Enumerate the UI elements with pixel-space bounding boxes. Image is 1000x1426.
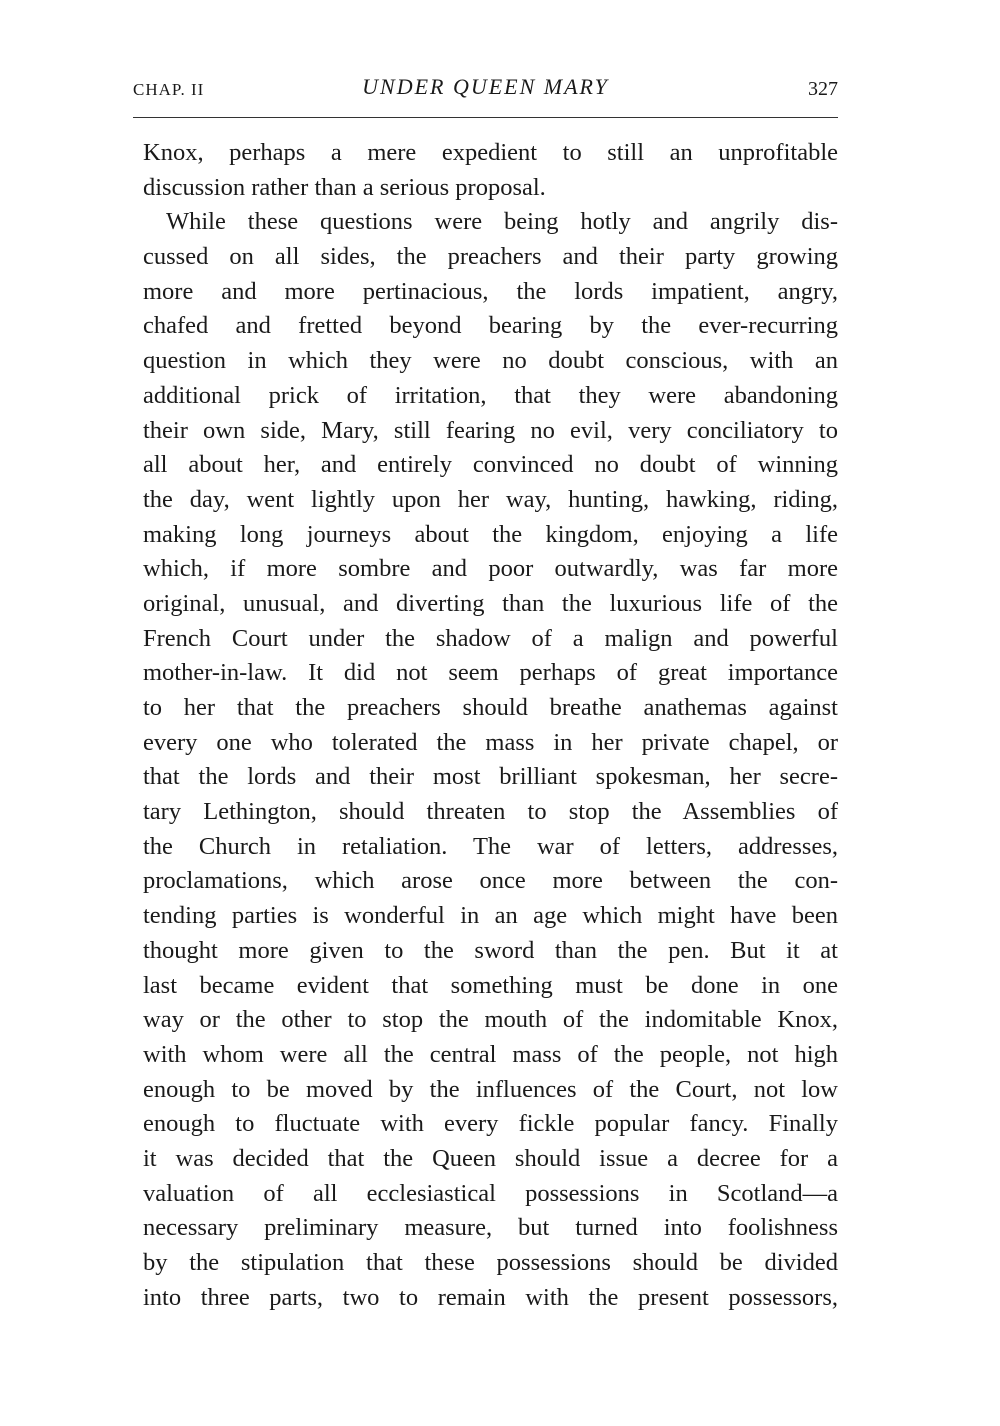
text-line: by the stipulation that these possessions should be divided — [143, 1249, 838, 1276]
header-rule — [133, 117, 838, 118]
running-title: UNDER QUEEN MARY — [362, 74, 609, 99]
text-line: necessary preliminary measure, but turned into foolishness — [143, 1214, 838, 1242]
text-line: While these questions were being hotly and angrily dis- — [166, 208, 838, 236]
text-line: which, if more sombre and poor outwardly, was far more — [143, 555, 838, 583]
text-line: mother-in-law. It did not seem perhaps of great importance — [143, 659, 838, 687]
text-line: their own side, Mary, still fearing no evil, very conciliatory to — [143, 416, 838, 444]
text-line: discussion rather than a serious proposal. — [143, 173, 546, 201]
text-line: French Court under the shadow of a malign and powerful — [143, 624, 838, 652]
text-line: making long journeys about the kingdom, enjoying a life — [143, 520, 838, 548]
text-line: to her that the preachers should breathe anathemas against — [143, 694, 838, 721]
text-line: it was decided that the Queen should issue a decree for a — [143, 1144, 838, 1172]
text-line: proclamations, which arose once more between the con- — [143, 867, 838, 895]
text-line: the day, went lightly upon her way, hunting, hawking, riding, — [143, 485, 838, 513]
text-line: the Church in retaliation. The war of letters, addresses, — [143, 832, 838, 860]
page-number: 327 — [808, 78, 838, 100]
text-line: every one who tolerated the mass in her private chapel, or — [143, 728, 838, 756]
text-line: additional prick of irritation, that they were abandoning — [143, 381, 838, 409]
text-line: valuation of all ecclesiastical possessions in Scotland—a — [143, 1179, 838, 1207]
text-line: tary Lethington, should threaten to stop the Assemblies of — [143, 798, 838, 826]
text-line: thought more given to the sword than the pen. But it at — [143, 936, 838, 964]
text-line: all about her, and entirely convinced no doubt of winning — [143, 451, 838, 479]
text-line: cussed on all sides, the preachers and their party growing — [143, 243, 838, 271]
text-line: chafed and fretted beyond bearing by the ever-recurring — [143, 312, 838, 340]
text-line: way or the other to stop the mouth of the indomitable Knox, — [143, 1006, 838, 1034]
text-line: enough to be moved by the influences of the Court, not low — [143, 1075, 838, 1103]
text-line: more and more pertinacious, the lords impatient, angry, — [143, 277, 838, 305]
text-line: question in which they were no doubt conscious, with an — [143, 347, 838, 375]
text-line: original, unusual, and diverting than the luxurious life of the — [143, 589, 838, 617]
body-text — [143, 136, 838, 1315]
text-line: with whom were all the central mass of the people, not high — [143, 1040, 838, 1068]
running-header — [133, 74, 838, 104]
text-line: Knox, perhaps a mere expedient to still an unprofitable — [143, 139, 838, 166]
text-line: tending parties is wonderful in an age which might have been — [143, 902, 838, 930]
chapter-label: CHAP. II — [133, 80, 205, 99]
text-line: enough to fluctuate with every fickle popular fancy. Finally — [143, 1110, 838, 1138]
text-line: last became evident that something must be done in one — [143, 971, 838, 999]
text-line: that the lords and their most brilliant spokesman, her secre- — [143, 763, 838, 791]
text-line: into three parts, two to remain with the present possessors, — [143, 1283, 838, 1311]
